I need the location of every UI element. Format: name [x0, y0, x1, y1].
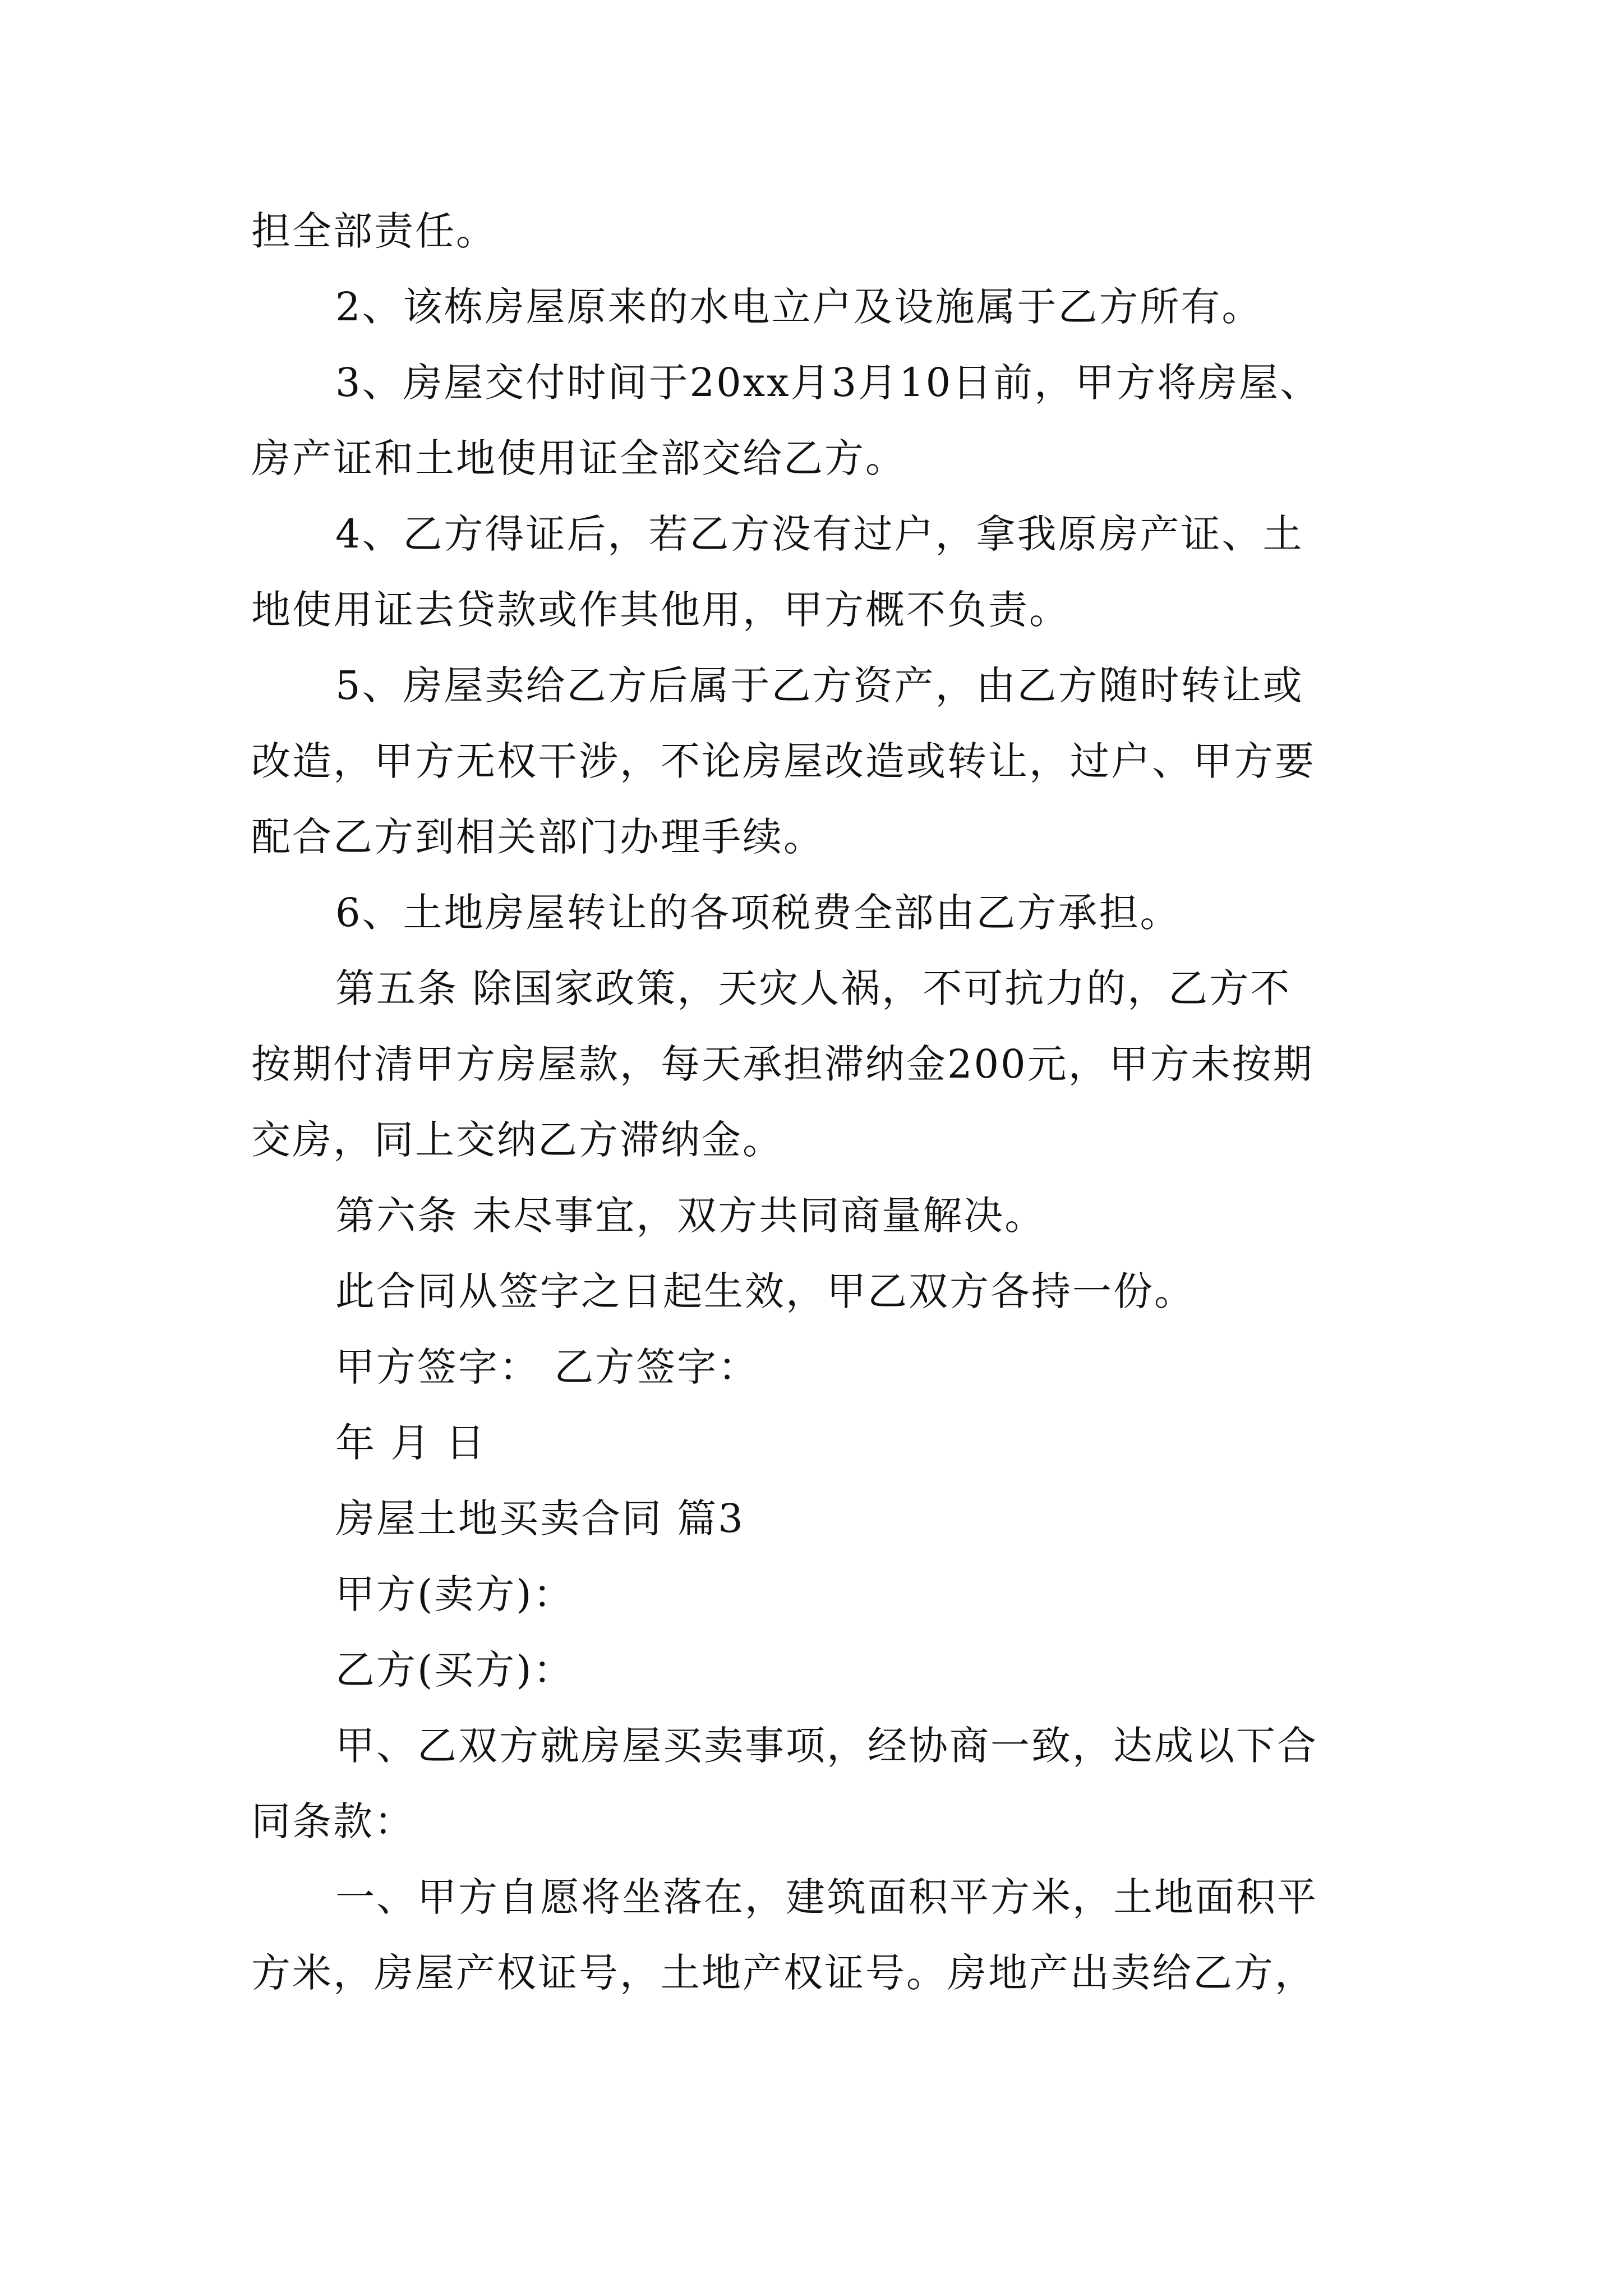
signature-line: 甲方签字： 乙方签字： [335, 1344, 759, 1390]
text-line: 地使用证去贷款或作其他用，甲方概不负责。 [251, 587, 1070, 633]
text-line: 房产证和土地使用证全部交给乙方。 [251, 435, 906, 481]
text-line: 5、房屋卖给乙方后属于乙方资产，由乙方随时转让或 [335, 662, 1304, 708]
text-line: 配合乙方到相关部门办理手续。 [251, 814, 824, 860]
text-line: 4、乙方得证后，若乙方没有过户，拿我原房产证、土 [335, 511, 1304, 557]
text-line: 2、该栋房屋原来的水电立户及设施属于乙方所有。 [335, 284, 1263, 330]
text-line: 改造，甲方无权干涉，不论房屋改造或转让，过户、甲方要 [251, 738, 1316, 784]
text-line: 交房，同上交纳乙方滞纳金。 [251, 1117, 783, 1163]
text-line: 一、甲方自愿将坐落在，建筑面积平方米，土地面积平 [335, 1874, 1318, 1920]
party-b-line: 乙方(买方)： [335, 1647, 574, 1693]
text-line: 按期付清甲方房屋款，每天承担滞纳金200元，甲方未按期 [251, 1041, 1314, 1087]
text-line: 第六条 未尽事宜，双方共同商量解决。 [335, 1193, 1046, 1239]
text-line: 此合同从签字之日起生效，甲乙双方各持一份。 [335, 1268, 1195, 1314]
text-line: 同条款： [251, 1798, 415, 1844]
text-line: 3、房屋交付时间于20xx月3月10日前，甲方将房屋、 [335, 360, 1321, 406]
text-line: 甲、乙双方就房屋买卖事项，经协商一致，达成以下合 [335, 1723, 1318, 1769]
party-a-line: 甲方(卖方)： [335, 1571, 574, 1617]
text-line: 方米，房屋产权证号，土地产权证号。房地产出卖给乙方， [251, 1950, 1316, 1996]
text-line: 担全部责任。 [251, 208, 497, 254]
section-title: 房屋土地买卖合同 篇3 [335, 1496, 745, 1542]
text-line: 6、土地房屋转让的各项税费全部由乙方承担。 [335, 890, 1181, 936]
text-line: 第五条 除国家政策，天灾人祸，不可抗力的，乙方不 [335, 965, 1292, 1011]
date-line: 年 月 日 [335, 1420, 487, 1466]
